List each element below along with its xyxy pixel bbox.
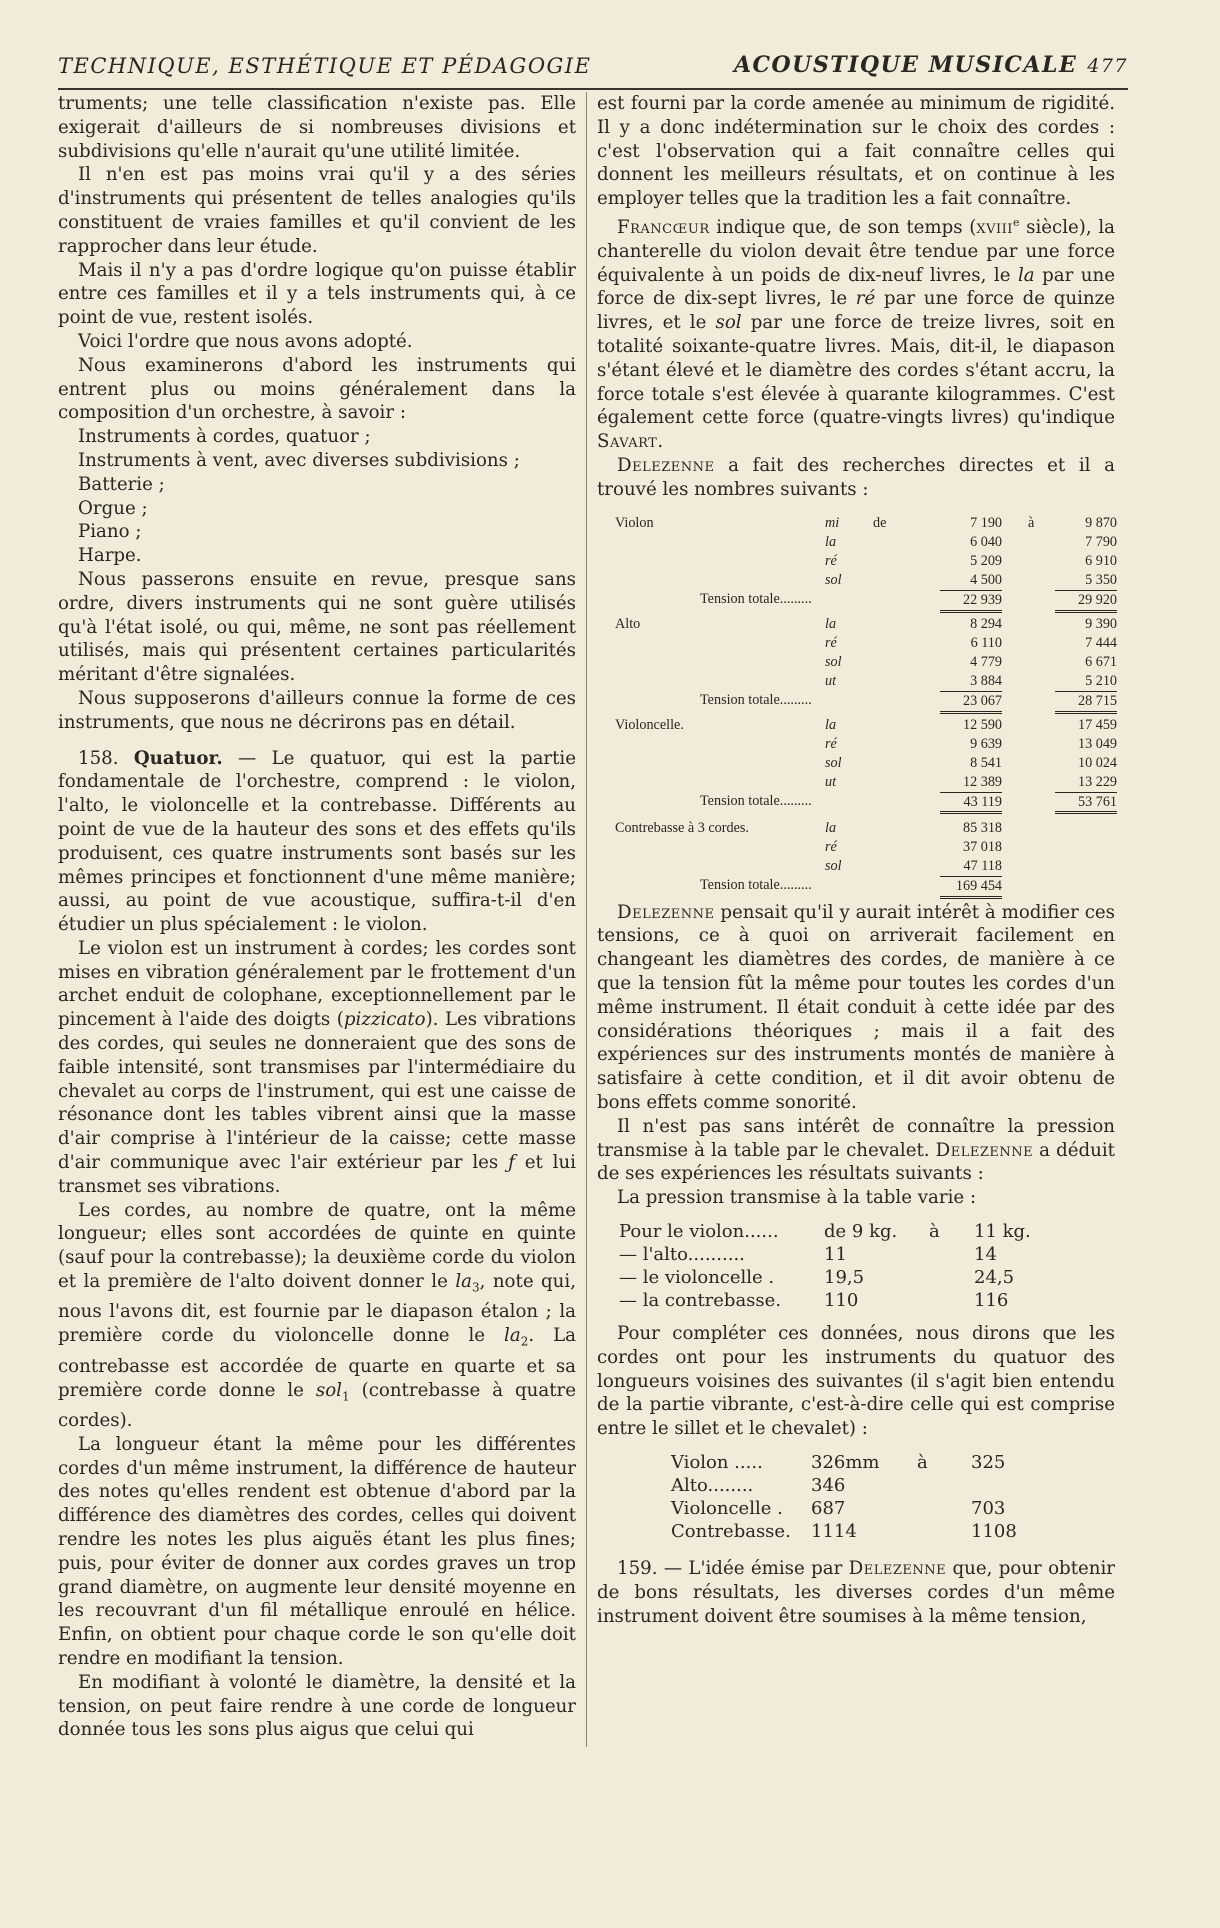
table-cell: 110 — [824, 1289, 859, 1311]
table-cell: 11 — [824, 1243, 847, 1265]
paragraph — [597, 211, 1115, 454]
text-run: ré — [855, 288, 876, 310]
table-row — [615, 672, 1115, 691]
paragraph: truments; une telle classification n'existe pas. Elle exigerait d'ailleurs de si nombreuses divisions et subdivisions qu'elle n'aurait qu'une utilité limitée. — [58, 93, 576, 162]
value-cell: 5 210 — [1085, 672, 1117, 689]
table-cell: Alto........ — [671, 1474, 754, 1496]
total-value: 169 454 — [940, 876, 1002, 899]
text-run: Les cordes, au nombre de quatre, ont la même longueur; elles sont accordées de quinte en quinte (sauf pour la contrebasse); la deuxième corde du violon et la première de l'alto doivent donner le — [58, 1199, 576, 1293]
table-row — [619, 1289, 1115, 1312]
note-cell: sol — [825, 857, 842, 874]
value-cell: 9 870 — [1085, 514, 1117, 531]
value-cell: 10 024 — [1077, 754, 1117, 771]
text-run: pensait qu'il y aurait intérêt à modifier ces tensions, ce à quoi on arriverait facilement en changeant les diamètres des cordes, de manière à ce que la tension fût la même pour toutes les cordes d'un même instrument. Il était conduit à cette idée par des considérations théoriques ; mais il a fait des expériences sur des instruments montés de manière à satisfaire à cette condition, et il dit avoir obtenu de bons effets comme sonorité. — [597, 901, 1115, 1113]
list-item: Piano ; — [78, 521, 142, 543]
column-divider — [586, 92, 587, 1747]
table-cell: Contrebasse. — [671, 1520, 791, 1542]
value-cell: 12 590 — [962, 716, 1002, 733]
instrument-name: Contrebasse à 3 cordes. — [615, 819, 749, 836]
table-row — [619, 1220, 1115, 1243]
table-row — [615, 857, 1115, 876]
text-run: 3 — [471, 1280, 480, 1295]
table-cell: — le violoncelle . — [619, 1266, 775, 1288]
table-cell: — l'alto.......... — [619, 1243, 745, 1265]
text-run: la — [504, 1325, 521, 1347]
note-cell: ré — [825, 735, 837, 752]
paragraph — [58, 1199, 576, 1433]
note-cell: sol — [825, 571, 842, 588]
value-cell: 47 118 — [963, 857, 1002, 874]
value-cell: 7 444 — [1085, 634, 1117, 651]
total-label: Tension totale......... — [700, 691, 812, 708]
value-cell: 85 318 — [962, 819, 1002, 836]
table-cell: 11 kg. — [974, 1220, 1031, 1242]
value-cell: 6 040 — [970, 533, 1002, 550]
paragraph: En modifiant à volonté le diamètre, la densité et la tension, on peut faire rendre à une corde de longueur donnée tous les sons plus aigus que celui qui — [58, 1671, 576, 1741]
note-cell: ré — [825, 552, 837, 569]
note-cell: sol — [825, 653, 842, 670]
table-row — [615, 615, 1115, 634]
text-run: , note qui, nous l'avons dit, est fournie par le diapason étalon ; la première corde du violoncelle donne le — [58, 1271, 576, 1347]
text-run: . La contrebasse est accordée de quarte en quarte et sa première corde donne le — [58, 1325, 576, 1401]
total-row — [615, 691, 1115, 710]
value-cell: 8 541 — [970, 754, 1002, 771]
value-cell: 17 459 — [1077, 716, 1117, 733]
table-row — [671, 1520, 1115, 1543]
list-item: Batterie ; — [78, 473, 165, 495]
text-run: ). Les vibrations des cordes, qui seules ne donneraient que des sons de faible intensité, sont transmises par l'intermédiaire du chevalet au corps de l'instrument, qui est une caisse de résonance dont les tables vibrent ainsi que la masse d'air comprise à l'intérieur de la caisse; cette masse d'air communique avec l'air extérieur par les — [58, 1009, 576, 1174]
table-row — [615, 533, 1115, 552]
table-row — [671, 1474, 1115, 1497]
table-cell: Violon ..... — [671, 1451, 763, 1473]
pressure-table — [619, 1220, 1115, 1312]
table-cell: — la contrebasse. — [619, 1289, 782, 1311]
total-row — [615, 792, 1115, 811]
value-cell: 13 229 — [1077, 773, 1117, 790]
text-run: Il n'est pas sans intérêt de connaître la pression transmise à la table par le chevalet. — [597, 1115, 1115, 1161]
value-cell: 7 190 — [970, 514, 1002, 531]
instrument-name: Alto — [615, 615, 641, 632]
text-run: par une force de treize livres, soit en totalité soixante-quatre livres. Mais, dit-il, le diapason s'étant élevé et le diamètre des cordes s'étant accru, la force totale s'est élevée à quarante kilogrammes. C'est également cette force (quatre-vingts livres) qu'indique — [597, 312, 1115, 429]
table-cell: Violoncelle . — [671, 1497, 783, 1519]
text-run: a fait des recherches directes et il a trouvé les nombres suivants : — [597, 455, 1115, 500]
running-header — [58, 48, 1128, 90]
total-value: 28 715 — [1055, 691, 1117, 714]
text-run: que, pour obtenir de bons résultats, les diverses cordes d'un même instrument doivent être soumises à la même tension, — [597, 1557, 1115, 1627]
paragraph: Nous supposerons d'ailleurs connue la forme de ces instruments, que nous ne décrirons pas en détail. — [58, 687, 576, 733]
author-name: Delezenne — [935, 1139, 1034, 1161]
text-run: siècle), la chanterelle du violon devait être tendue par une force équivalente à un poids de dix-neuf livres, le — [597, 217, 1115, 286]
section-158 — [58, 747, 576, 937]
table-row — [619, 1243, 1115, 1266]
table-row — [615, 514, 1115, 533]
table-row — [615, 571, 1115, 590]
paragraph: Pour compléter ces données, nous dirons que les cordes ont pour les instruments du quatuor des longueurs voisines des suivantes (il s'agit bien entendu de la partie vibrante, c'est-à-dire celle qui est comprise entre le sillet et le chevalet) : — [597, 1322, 1115, 1440]
paragraph: La pression transmise à la table varie : — [617, 1187, 977, 1209]
text-run: sol — [715, 312, 742, 334]
value-cell: 6 910 — [1085, 552, 1117, 569]
value-cell: 5 350 — [1085, 571, 1117, 588]
double-rule-row — [615, 811, 1115, 819]
table-row — [615, 735, 1115, 754]
paragraph: Nous passerons ensuite en revue, presque sans ordre, divers instruments qui ne sont guère utilisés qu'à l'état isolé, ou qui, même, ne sont pas réellement utilisés, mais qui présentent certaines particularités méritant d'être signalées. — [58, 568, 576, 686]
text-run: 2 — [520, 1334, 529, 1349]
value-cell: 6 671 — [1085, 653, 1117, 670]
table-cell: 116 — [974, 1289, 1009, 1311]
total-value: 23 067 — [940, 691, 1002, 714]
table-cell: Pour le violon...... — [619, 1220, 779, 1242]
table-row — [615, 716, 1115, 735]
value-cell: 6 110 — [970, 634, 1002, 651]
table-cell: 14 — [974, 1243, 997, 1265]
paragraph: Voici l'ordre que nous avons adopté. — [78, 330, 413, 352]
table-row — [615, 634, 1115, 653]
text-run: sol — [315, 1379, 342, 1401]
table-row — [615, 552, 1115, 571]
note-cell: sol — [825, 754, 842, 771]
table-cell: 19,5 — [824, 1266, 865, 1288]
total-value: 53 761 — [1055, 792, 1117, 812]
value-cell: 12 389 — [962, 773, 1002, 790]
total-value: 43 119 — [940, 792, 1002, 812]
note-cell: mi — [825, 514, 840, 531]
note-cell: la — [825, 615, 837, 632]
paragraph: Mais il n'y a pas d'ordre logique qu'on puisse établir entre ces familles et il y a tels instruments qui, à ce point de vue, restent isolés. — [58, 259, 576, 329]
text-run: 1 — [342, 1389, 350, 1404]
author-name: Francœur — [617, 217, 710, 239]
total-label: Tension totale......... — [700, 792, 812, 809]
table-cell: 1114 — [811, 1520, 857, 1542]
note-cell: ut — [825, 672, 837, 689]
paragraph: Il n'en est pas moins vrai qu'il y a des séries d'instruments qui présentent de telles analogies qu'ils constituent de vraies familles et qu'il convient de les rapprocher dans leur étude. — [58, 164, 576, 257]
text-run: 159. — L'idée émise par — [617, 1557, 849, 1579]
note-cell: la — [825, 819, 837, 836]
total-value: 29 920 — [1055, 590, 1117, 613]
instrument-name: Violoncelle. — [615, 716, 684, 733]
section-number: 158. — [78, 747, 119, 769]
section-159 — [597, 1557, 1115, 1628]
paragraph — [597, 454, 1115, 502]
section-title: Quatuor. — [133, 747, 223, 769]
author-name: Delezenne — [617, 901, 715, 923]
text-run: indique que, de son temps ( — [709, 217, 977, 239]
text-run: a déduit de ses expériences les résultats suivants : — [597, 1139, 1115, 1185]
table-row — [671, 1451, 1115, 1474]
text-run: ƒ — [508, 1152, 515, 1174]
value-cell: 5 209 — [970, 552, 1002, 569]
total-label: Tension totale......... — [700, 876, 812, 893]
table-cell: 687 — [811, 1497, 846, 1519]
text-run: et lui transmet ses vibrations. — [58, 1152, 576, 1197]
value-cell: 8 294 — [970, 615, 1002, 632]
table-cell: 703 — [971, 1497, 1006, 1519]
value-cell: 4 500 — [970, 571, 1002, 588]
table-cell: 24,5 — [974, 1266, 1015, 1288]
note-cell: ut — [825, 773, 837, 790]
paragraph: Nous examinerons d'abord les instruments qui entrent plus ou moins généralement dans la composition d'un orchestre, à savoir : — [58, 354, 576, 424]
text-run: par une force de dix-sept livres, le — [597, 264, 1115, 310]
table-cell: à — [917, 1451, 928, 1473]
table-row — [615, 773, 1115, 792]
note-cell: ré — [825, 634, 837, 651]
text-run: Le violon est un instrument à cordes; les cordes sont mises en vibration généralement par le frottement d'un archet enduit de colophane, exceptionnellement par le pincement à l'aide des doigts ( — [58, 937, 576, 1031]
instrument-name: Violon — [615, 514, 654, 531]
tension-table — [615, 514, 1115, 895]
text-run: pizzicato — [343, 1009, 426, 1031]
value-cell: 9 639 — [970, 735, 1002, 752]
paragraph: La longueur étant la même pour les différentes cordes d'un même instrument, la différence de hauteur des notes qu'elles rendent est obtenue d'abord par la différence des diamètres des cordes, celles qui doivent rendre les notes les plus aiguës étant les plus fines; puis, pour éviter de donner aux cordes graves un trop grand diamètre, on augmente leur densité moyenne en les recouvrant d'un fil métallique enroulé en hélice. Enfin, on obtient pour chaque corde le son qu'elle doit rendre en modifiant la tension. — [58, 1433, 576, 1669]
text-run: . — [657, 431, 664, 453]
text-run: (contrebasse à quatre cordes). — [58, 1379, 577, 1431]
paragraph — [58, 937, 576, 1199]
value-cell: 9 390 — [1085, 615, 1117, 632]
table-row — [615, 754, 1115, 773]
text-run: xviii — [976, 217, 1013, 239]
text-run: par une force de quinze livres, et le — [597, 288, 1115, 334]
text-run: la — [455, 1271, 472, 1293]
table-row — [619, 1266, 1115, 1289]
paragraph: est fourni par la corde amenée au minimum de rigidité. Il y a donc indétermination sur le choix des cordes : c'est l'observation qui a fait connaître celles qui donnent les meilleurs résultats, et on continue à les employer telles que la tradition les a fait connaître. — [597, 93, 1115, 210]
length-table — [671, 1451, 1115, 1543]
header-left-title: TECHNIQUE, ESTHÉTIQUE ET PÉDAGOGIE — [58, 54, 592, 78]
text-run: e — [1012, 215, 1020, 229]
table-row — [671, 1497, 1115, 1520]
header-right-text: ACOUSTIQUE MUSICALE — [733, 52, 1078, 78]
list-item: Instruments à cordes, quatuor ; — [78, 426, 371, 448]
paragraph — [597, 1115, 1115, 1186]
table-cell: à — [1028, 514, 1035, 531]
section-text: — Le quatuor, qui est la partie fondamentale de l'orchestre, comprend : le violon, l'alto, le violoncelle et la contrebasse. Différents au point de vue de la hauteur des sons et des effets qu'ils produisent, ces quatre instruments sont basés sur les mêmes principes et fonctionnent d'une même manière; aussi, au point de vue acoustique, suffira-t-il d'en étudier un plus spécialement : le violon. — [58, 747, 576, 936]
total-value: 22 939 — [940, 590, 1002, 613]
value-cell: 7 790 — [1085, 533, 1117, 550]
table-row — [615, 819, 1115, 838]
double-rule — [1055, 811, 1117, 818]
list-item: Orgue ; — [78, 497, 148, 519]
text-run: la — [1017, 264, 1035, 286]
paragraph — [597, 901, 1115, 1115]
list-item: Harpe. — [78, 545, 142, 567]
right-column — [597, 92, 1115, 1628]
value-cell: 37 018 — [962, 838, 1002, 855]
page-number: 477 — [1087, 55, 1128, 77]
author-name: Delezenne — [617, 455, 715, 477]
value-cell: 4 779 — [970, 653, 1002, 670]
author-name: Delezenne — [848, 1557, 947, 1579]
table-cell: à — [929, 1220, 940, 1242]
table-cell: 325 — [971, 1451, 1006, 1473]
double-rule — [940, 811, 1002, 818]
table-cell: de 9 kg. — [824, 1220, 898, 1242]
total-label: Tension totale......... — [700, 590, 812, 607]
header-right-title — [734, 52, 1128, 78]
note-cell: la — [825, 533, 837, 550]
author-name: Savart — [597, 431, 658, 453]
note-cell: la — [825, 716, 837, 733]
total-row — [615, 876, 1115, 895]
table-row — [615, 838, 1115, 857]
table-cell: 1108 — [971, 1520, 1017, 1542]
value-cell: 3 884 — [970, 672, 1002, 689]
table-cell: 326mm — [811, 1451, 880, 1473]
total-row — [615, 590, 1115, 609]
note-cell: ré — [825, 838, 837, 855]
left-column — [58, 92, 576, 1742]
value-cell: 13 049 — [1077, 735, 1117, 752]
table-cell: de — [873, 514, 887, 531]
list-item: Instruments à vent, avec diverses subdivisions ; — [78, 449, 520, 471]
table-cell: 346 — [811, 1474, 846, 1496]
table-row — [615, 653, 1115, 672]
